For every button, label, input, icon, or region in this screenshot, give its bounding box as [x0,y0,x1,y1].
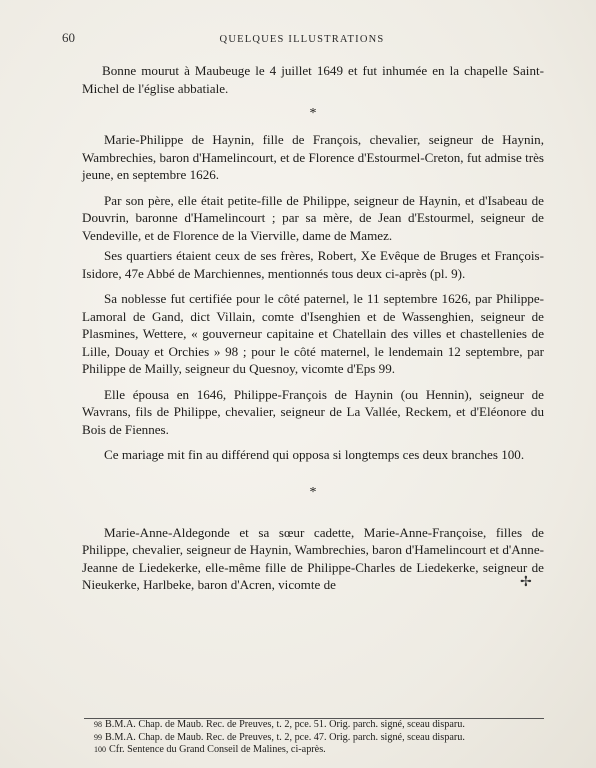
running-head [48,30,556,50]
footnote-number: 100 [94,745,106,754]
footnote [94,744,554,757]
footnote-text: B.M.A. Chap. de Maub. Rec. de Preuves, t. 2, pce. 47. Orig. parch. signé, sceau disparu. [105,731,465,743]
footnote [94,732,554,745]
footnotes [94,719,554,757]
page-number: 60 [62,30,75,45]
running-title: QUELQUES ILLUSTRATIONS [219,34,385,45]
paragraph: Bonne mourut à Maubeuge le 4 juillet 1649 et fut inhumée en la chapelle Saint-Michel de l'église abbatiale. [82,63,544,96]
paragraph: Par son père, elle était petite-fille de Philippe, seigneur de Haynin, et d'Isabeau de Douvrin, baronne d'Hamelincourt ; par sa mère, de Jean d'Estourmel, seigneur de Vendeville, et de Florence de la Vierville, dame de Mamez. [82,192,544,243]
paragraph: Marie-Philippe de Haynin, fille de François, chevalier, seigneur de Haynin, Wambrechies, baron d'Hamelincourt, et de Florence d'Estourmel-Creton, fut admise très jeune, en septembre 1626. [82,132,544,182]
paragraph: Ses quartiers étaient ceux de ses frères, Robert, Xe Evêque de Bruges et François-Isidore, 47e Abbé de Marchiennes, mentionnés tous deux ci-après (pl. 9). [82,248,544,281]
footnote-number: 99 [94,732,102,742]
paragraph: Ce mariage mit fin au différend qui opposa si longtemps ces deux branches 100. [104,447,525,462]
footnote-number: 98 [94,720,102,729]
page-body [82,62,544,594]
paragraph: Sa noblesse fut certifiée pour le côté paternel, le 11 septembre 1626, par Philippe-Lamoral de Gand, dict Villain, comte d'Isenghien et de Wassenghien, seigneur de Plasmines, Wettere, « gouverneur capitaine et Chatellain des villes et chastellenies de Lille, Douay et Orchies » 98 ; pour le côté maternel, le lendemain 12 septembre, par Philippe de Mailly, seigneur du Quesnoy, vicomte d'Eps 99. [82,291,544,376]
footnote-text: Cfr. Sentence du Grand Conseil de Malines, ci-après. [109,744,326,755]
paragraph: Marie-Anne-Aldegonde et sa sœur cadette, Marie-Anne-Françoise, filles de Philippe, chevalier, seigneur de Haynin, Wambrechies, baron d'Hamelincourt et d'Anne-Jeanne de Liedekerke, elle-même fille de Philippe-Charles de Liedekerke, seigneur de Nieukerke, Harlbeke, baron d'Acren, vicomte de [82,524,544,592]
section-separator: * [309,484,317,500]
footnote-text: B.M.A. Chap. de Maub. Rec. de Preuves, t. 2, pce. 51. Orig. parch. signé, sceau disparu. [105,719,465,730]
stray-ink-mark: ✢ [520,575,532,590]
section-separator: * [309,106,317,121]
footnote [94,719,554,732]
paragraph: Elle épousa en 1646, Philippe-François de Haynin (ou Hennin), seigneur de Wavrans, fils de Philippe, chevalier, seigneur de La Vallée, Reckem, et d'Eléonore du Bois de Fiennes. [82,386,544,437]
